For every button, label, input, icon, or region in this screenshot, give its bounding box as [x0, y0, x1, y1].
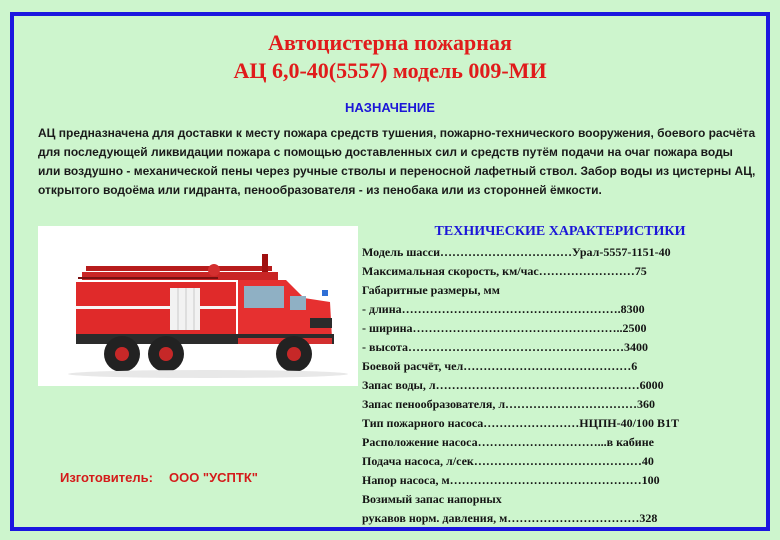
fire-truck-image [38, 226, 358, 386]
title-line-2: АЦ 6,0-40(5557) модель 009-МИ [233, 58, 547, 83]
spec-line: Максимальная скорость, км/час……………………75 [362, 264, 647, 278]
spec-line: Запас воды, л……………………………………………6000 [362, 378, 664, 392]
specs-list [362, 243, 762, 528]
spec-line: Запас пенообразователя, л……………………………360 [362, 397, 656, 411]
spec-line: Возимый запас напорных [362, 492, 502, 506]
spec-line: Расположение насоса…………………………...в кабине [362, 435, 654, 449]
spec-line: рукавов норм. давления, м……………………………328 [362, 511, 658, 525]
spec-line: Подача насоса, л/сек……………………………………40 [362, 454, 654, 468]
manufacturer [60, 470, 258, 485]
spec-line: Габаритные размеры, мм [362, 283, 500, 297]
manufacturer-name: ООО "УСПТК" [168, 470, 258, 485]
title-line-1: Автоцистерна пожарная [268, 30, 512, 55]
spec-line: Боевой расчёт, чел……………………………………6 [362, 359, 638, 373]
spec-line: Модель шасси……………………………Урал-5557-1151-40 [362, 245, 671, 259]
purpose-heading: НАЗНАЧЕНИЕ [345, 100, 435, 115]
manufacturer-label: Изготовитель: [60, 470, 153, 485]
specs-heading: ТЕХНИЧЕСКИЕ ХАРАКТЕРИСТИКИ [434, 224, 686, 239]
spec-line: - высота………………………………………………3400 [362, 340, 649, 354]
spec-line: - длина……………………………………………….8300 [362, 302, 645, 316]
purpose-text: АЦ предназначена для доставки к месту пожара средств тушения, пожарно-технического вооружения, боевого расчёта для последующей ликвидации пожара с помощью доставленных сил и средств путём подачи на очаг пожара воды или воздушно - механической пены через ручные стволы и переносной лафетный ствол. Забор воды из цистерны АЦ, открытого водоёма или гидранта, пенообразователя - из пенобака или из сторонней ёмкости. [38, 126, 756, 197]
spec-line: Тип пожарного насоса……………………НЦПН-40/100 В1Т [362, 416, 679, 430]
fire-truck-illustration [38, 226, 358, 386]
spec-line: - ширина……………………………………………..2500 [362, 321, 647, 335]
spec-line: Напор насоса, м…………………………………………100 [362, 473, 660, 487]
